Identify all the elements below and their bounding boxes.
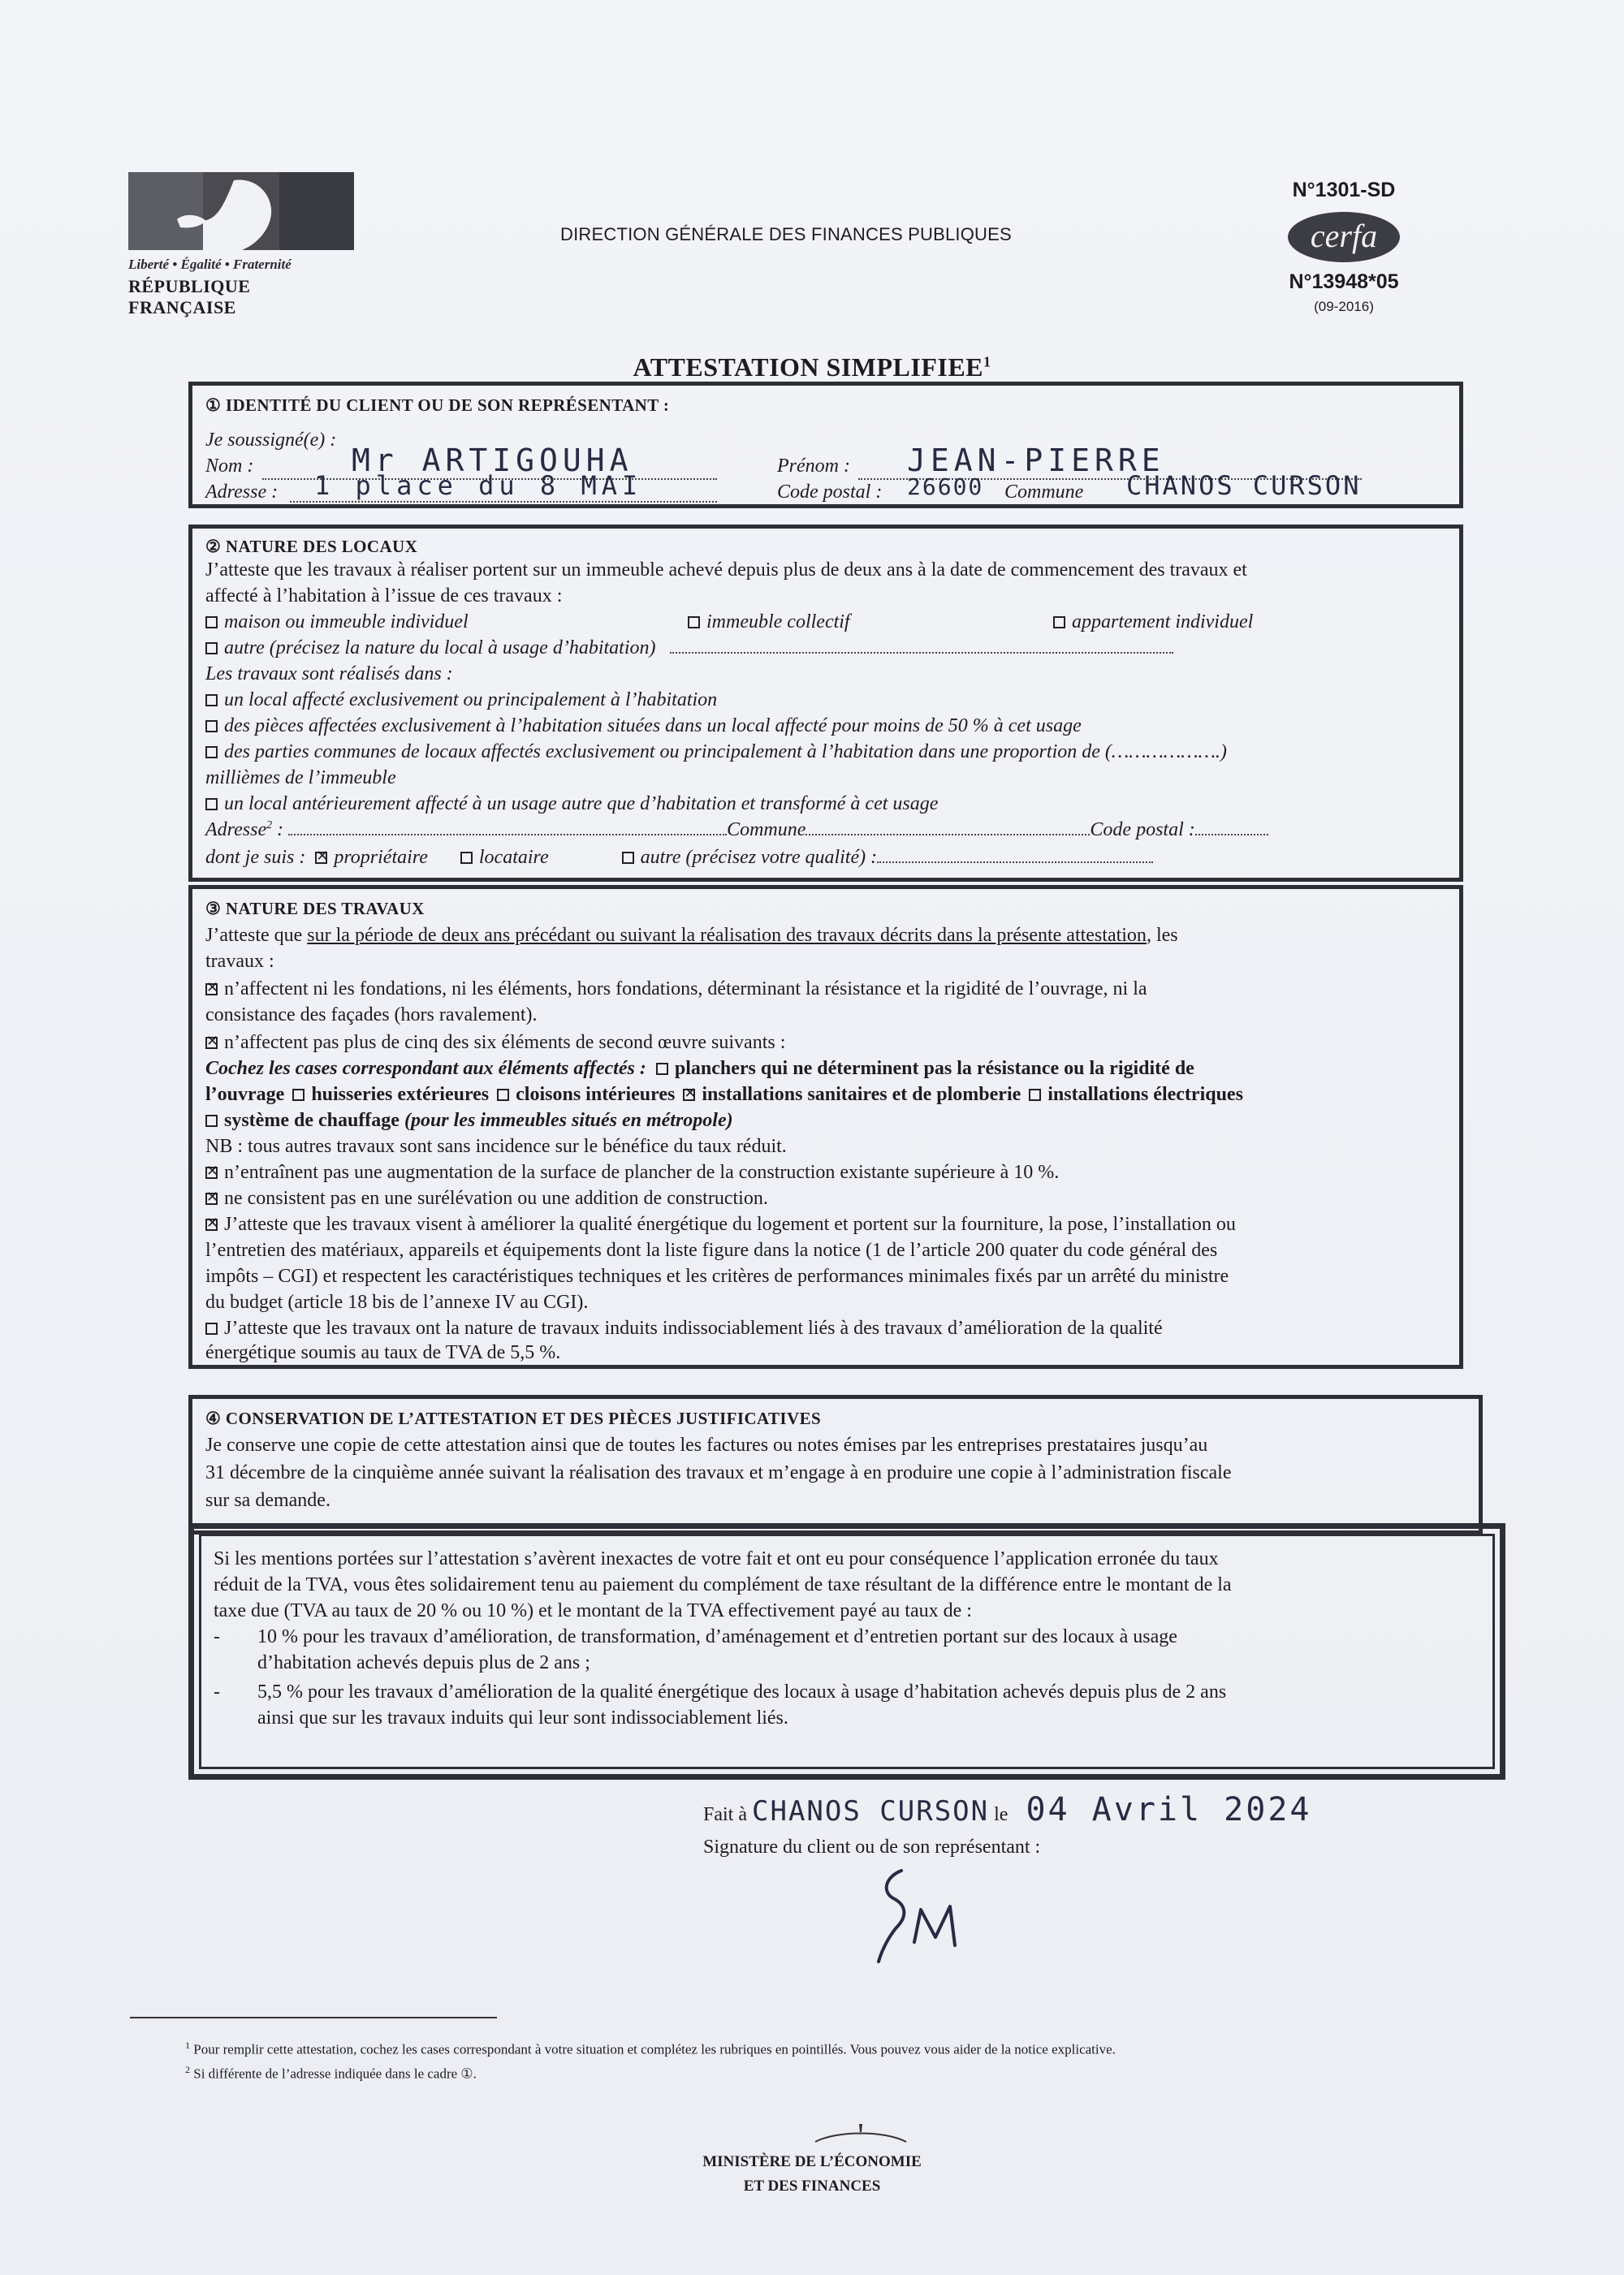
condition-surface[interactable] <box>205 1162 1059 1184</box>
millièmes-label: millièmes de l’immeuble <box>205 767 396 788</box>
travaux-intro-1 <box>205 925 1178 947</box>
adresse-label: Adresse : <box>205 481 279 503</box>
prenom-label: Prénom : <box>777 455 850 477</box>
footnote-1 <box>185 2040 1116 2058</box>
checkbox-parties-communes[interactable] <box>205 746 218 758</box>
planchers-label-cont: l’ouvrage <box>205 1084 285 1105</box>
checkbox-appartement[interactable] <box>1053 616 1065 628</box>
condition-surface-label: n’entraînent pas une augmentation de la surface de plancher de la construction existante supérieure à 10 %. <box>224 1162 1060 1183</box>
footnote-separator <box>130 2017 497 2018</box>
option-appartement-label: appartement individuel <box>1072 611 1254 632</box>
adresse-travaux-row: Adresse$^2$ : Commune Code postal : <box>205 819 1268 841</box>
signature-label: Signature du client ou de son représentant : <box>703 1837 1041 1858</box>
nom-label: Nom : <box>205 455 254 477</box>
warning-bullet-2-dash: - <box>214 1681 220 1703</box>
cerfa-date: (09-2016) <box>1314 299 1374 314</box>
warning-box <box>188 1523 1505 1780</box>
cp-travaux-label: Code postal : <box>1090 819 1195 840</box>
warning-line-3: taxe due (TVA au taux de 20 % ou 10 %) et le montant de la TVA effectivement payé au taux de : <box>214 1600 972 1621</box>
condition-second-oeuvre[interactable] <box>205 1032 785 1054</box>
checkbox-fondations[interactable] <box>205 983 218 995</box>
autre-qualite-label: autre (précisez votre qualité) : <box>640 847 878 868</box>
checkbox-induits[interactable] <box>205 1323 218 1335</box>
option-autre-local-label: autre (précisez la nature du local à usage d’habitation) <box>224 637 656 658</box>
autre-local-field[interactable] <box>670 652 1173 654</box>
commune-travaux-field[interactable] <box>806 834 1090 835</box>
section-2-title: ② NATURE DES LOCAUX <box>205 537 418 556</box>
option-pieces-label: des pièces affectées exclusivement à l’habitation situées dans un local affecté pour moins de 50 % à cet usage <box>224 715 1082 736</box>
electriques-label: installations électriques <box>1047 1084 1243 1105</box>
conservation-line-1: Je conserve une copie de cette attestation ainsi que de toutes les factures ou notes émises par les entreprises prestataires jusqu’au <box>205 1435 1208 1456</box>
elements-row-1 <box>205 1058 1194 1080</box>
direction-title: DIRECTION GÉNÉRALE DES FINANCES PUBLIQUES <box>560 224 1012 244</box>
warning-bullet-1-dash: - <box>214 1626 220 1647</box>
option-parties-communes-label: des parties communes de locaux affectés exclusivement ou principalement à l’habitation dans une proportion de (……………….) <box>224 741 1227 762</box>
condition-fondations-label: n’affectent ni les fondations, ni les éléments, hors fondations, déterminant la résistance et la rigidité de l’ouvrage, ni la <box>224 978 1147 999</box>
code-postal-label: Code postal : <box>777 481 883 503</box>
nom-field[interactable]: Mr ARTIGOUHA <box>262 442 717 480</box>
planchers-label: planchers qui ne déterminent pas la résistance ou la rigidité de <box>674 1058 1194 1079</box>
section-nature-travaux <box>188 885 1463 1369</box>
ministry-line-1: MINISTÈRE DE L’ÉCONOMIE <box>702 2153 922 2170</box>
warning-bullet-1-cont: d’habitation achevés depuis plus de 2 ans ; <box>257 1652 590 1673</box>
footnote-1-number: 1 <box>185 2040 190 2051</box>
warning-bullet-2-cont: ainsi que sur les travaux induits qui leur sont indissociablement liés. <box>257 1707 788 1729</box>
condition-induits-2: énergétique soumis au taux de TVA de 5,5 %. <box>205 1342 561 1363</box>
marianne-emblem <box>128 172 354 250</box>
condition-induits-label: J’atteste que les travaux ont la nature de travaux induits indissociablement liés à des travaux d’amélioration de la qualité <box>224 1318 1163 1339</box>
commune-travaux-label: Commune <box>727 819 806 840</box>
option-local-habitation-label: un local affecté exclusivement ou principalement à l’habitation <box>224 689 718 710</box>
option-local-transforme-label: un local antérieurement affecté à un usage autre que d’habitation et transformé à cet usage <box>224 793 939 814</box>
cochez-label: Cochez les cases correspondant aux éléments affectés : <box>205 1058 646 1079</box>
checkbox-local-transforme[interactable] <box>205 798 218 810</box>
checkbox-autre-qualite[interactable] <box>622 852 634 864</box>
huisseries-label: huisseries extérieures <box>311 1084 490 1105</box>
adresse-footnote-ref: 2 <box>266 819 273 831</box>
footnote-2 <box>185 2064 477 2083</box>
condition-energetique-3: impôts – CGI) et respectent les caractéristiques techniques et les critères de performances minimales fixés par un arrêté du ministre <box>205 1266 1229 1287</box>
dont-je-suis-label: dont je suis : <box>205 847 306 868</box>
footnote-2-number: 2 <box>185 2064 190 2075</box>
adresse-travaux-field[interactable] <box>288 834 727 835</box>
fait-a-label: Fait à <box>703 1804 747 1825</box>
checkbox-sanitaires[interactable] <box>683 1089 695 1101</box>
locaux-intro-2: affecté à l’habitation à l’issue de ces travaux : <box>205 585 563 607</box>
checkbox-autre-local[interactable] <box>205 642 218 654</box>
nb-note: NB : tous autres travaux sont sans incidence sur le bénéfice du taux réduit. <box>205 1136 787 1157</box>
travaux-intro-2: travaux : <box>205 951 274 972</box>
commune-label: Commune <box>1004 481 1084 503</box>
cerfa-logo: cerfa <box>1288 212 1400 262</box>
condition-fondations-cont: consistance des façades (hors ravalement). <box>205 1004 538 1025</box>
ministry-line-2: ET DES FINANCES <box>743 2178 881 2195</box>
checkbox-maison[interactable] <box>205 616 218 628</box>
chauffage-label: système de chauffage <box>224 1110 400 1131</box>
checkbox-second-oeuvre[interactable] <box>205 1037 218 1049</box>
condition-energetique-label: J’atteste que les travaux visent à améliorer la qualité énergétique du logement et portent sur la fourniture, la pose, l’installation ou <box>224 1214 1236 1235</box>
document-title <box>0 352 1624 382</box>
checkbox-local-habitation[interactable] <box>205 694 218 706</box>
cloisons-label: cloisons intérieures <box>516 1084 676 1105</box>
travaux-intro-underlined: sur la période de deux ans précédant ou suivant la réalisation des travaux décrits dans la présente attestation <box>307 925 1147 946</box>
le-label: le <box>994 1804 1009 1825</box>
travaux-intro-start: J’atteste que <box>205 925 308 946</box>
option-maison-label: maison ou immeuble individuel <box>224 611 469 632</box>
option-parties-communes[interactable] <box>205 741 1227 763</box>
travaux-intro-end: , les <box>1146 925 1178 946</box>
adresse-field[interactable]: 1 place du 8 MAI <box>290 470 717 503</box>
section-3-title: ③ NATURE DES TRAVAUX <box>205 899 425 918</box>
section-4-title: ④ CONSERVATION DE L’ATTESTATION ET DES PIÈCES JUSTIFICATIVES <box>205 1409 822 1428</box>
fait-a-field[interactable]: CHANOS CURSON <box>752 1795 990 1828</box>
condition-energetique-4: du budget (article 18 bis de l’annexe IV au CGI). <box>205 1292 589 1313</box>
section-identite <box>188 382 1463 508</box>
option-collectif[interactable] <box>688 611 850 633</box>
proprietaire-label: propriétaire <box>334 847 428 868</box>
warning-line-2: réduit de la TVA, vous êtes solidairement tenu au paiement du complément de taxe résultant de la différence entre le montant de la <box>214 1574 1232 1595</box>
warning-bullet-1: 10 % pour les travaux d’amélioration, de transformation, d’aménagement et d’entretien portant sur des locaux à usage <box>257 1626 1177 1647</box>
condition-surelevation[interactable] <box>205 1188 768 1210</box>
warning-bullet-2: 5,5 % pour les travaux d’amélioration de la qualité énergétique des locaux à usage d’habitation achevés depuis plus de 2 ans <box>257 1681 1227 1703</box>
adresse-travaux-label: Adresse <box>205 819 267 840</box>
option-local-habitation[interactable] <box>205 689 717 711</box>
warning-line-1: Si les mentions portées sur l’attestation s’avèrent inexactes de votre fait et ont eu pour conséquence l’application erronée du taux <box>214 1548 1219 1569</box>
autre-qualite-field[interactable] <box>877 861 1153 863</box>
soussigne-label: Je soussigné(e) : <box>205 430 337 451</box>
condition-energetique[interactable] <box>205 1214 1236 1236</box>
code-postal-field[interactable]: 26600 <box>907 473 984 500</box>
option-maison[interactable] <box>205 611 469 633</box>
condition-second-oeuvre-label: n’affectent pas plus de cinq des six éléments de second œuvre suivants : <box>224 1032 786 1053</box>
republique-logo <box>128 172 356 318</box>
checkbox-proprietaire[interactable] <box>315 852 327 864</box>
condition-surelevation-label: ne consistent pas en une surélévation ou une addition de construction. <box>224 1188 768 1209</box>
form-number: N°1301-SD <box>1292 179 1396 201</box>
checkbox-pieces[interactable] <box>205 720 218 732</box>
cerfa-block <box>1250 179 1437 315</box>
checkbox-planchers[interactable] <box>656 1063 668 1075</box>
option-autre-local[interactable] <box>205 637 1173 659</box>
checkbox-chauffage[interactable] <box>205 1115 218 1127</box>
checkbox-surface[interactable] <box>205 1167 218 1179</box>
section-1-title: ① IDENTITÉ DU CLIENT OU DE SON REPRÉSENTANT : <box>205 395 670 415</box>
elements-row-3 <box>205 1110 733 1132</box>
condition-fondations[interactable] <box>205 978 1147 1000</box>
cp-travaux-field[interactable] <box>1195 834 1268 835</box>
commune-field[interactable]: CHANOS CURSON <box>1126 470 1362 501</box>
option-local-transforme[interactable] <box>205 793 938 815</box>
checkbox-surelevation[interactable] <box>205 1193 218 1205</box>
fait-a-row <box>703 1791 1312 1828</box>
checkbox-collectif[interactable] <box>688 616 700 628</box>
condition-energetique-2: l’entretien des matériaux, appareils et équipements dont la liste figure dans la notice (1 de l’article 200 quater du code général des <box>205 1240 1218 1261</box>
date-field[interactable]: 04 Avril 2024 <box>1026 1791 1312 1828</box>
checkbox-cloisons[interactable] <box>497 1089 509 1101</box>
title-text: ATTESTATION SIMPLIFIEE <box>633 352 984 382</box>
chauffage-note: (pour les immeubles situés en métropole) <box>404 1110 733 1131</box>
section-conservation <box>188 1395 1483 1535</box>
cerfa-number: N°13948*05 <box>1289 270 1399 293</box>
conservation-line-3: sur sa demande. <box>205 1490 330 1511</box>
locaux-intro-1: J’atteste que les travaux à réaliser portent sur un immeuble achevé depuis plus de deux ans à la date de commencement des travaux et <box>205 559 1247 581</box>
republic-motto: Liberté • Égalité • Fraternité <box>128 257 292 272</box>
checkbox-locataire[interactable] <box>460 852 473 864</box>
footnote-1-text: Pour remplir cette attestation, cochez les cases correspondant à votre situation et complétez les rubriques en pointillés. Vous pouvez vous aider de la notice explicative. <box>193 2041 1116 2057</box>
condition-induits[interactable] <box>205 1318 1163 1340</box>
locataire-label: locataire <box>478 847 549 868</box>
title-footnote-ref: 1 <box>983 353 991 370</box>
travaux-realises-label: Les travaux sont réalisés dans : <box>205 663 453 684</box>
section-nature-locaux <box>188 525 1463 882</box>
qualite-row <box>205 847 1153 869</box>
ministry-name <box>0 2150 1624 2199</box>
conservation-line-2: 31 décembre de la cinquième année suivant la réalisation des travaux et m’engage à en produire une copie à l’administration fiscale <box>205 1462 1232 1483</box>
client-signature <box>861 1859 991 1973</box>
checkbox-energetique[interactable] <box>205 1219 218 1231</box>
checkbox-electriques[interactable] <box>1029 1089 1041 1101</box>
footnote-2-text: Si différente de l’adresse indiquée dans le cadre ①. <box>193 2066 477 2082</box>
elements-row-2 <box>205 1084 1243 1106</box>
checkbox-huisseries[interactable] <box>292 1089 304 1101</box>
sanitaires-label: installations sanitaires et de plomberie <box>702 1084 1021 1105</box>
option-collectif-label: immeuble collectif <box>706 611 850 632</box>
option-pieces[interactable] <box>205 715 1082 737</box>
republic-name: RÉPUBLIQUE FRANÇAISE <box>128 276 251 317</box>
ministry-emblem <box>812 2121 909 2145</box>
option-appartement[interactable] <box>1053 611 1253 633</box>
prenom-field[interactable]: JEAN-PIERRE <box>858 442 1362 480</box>
